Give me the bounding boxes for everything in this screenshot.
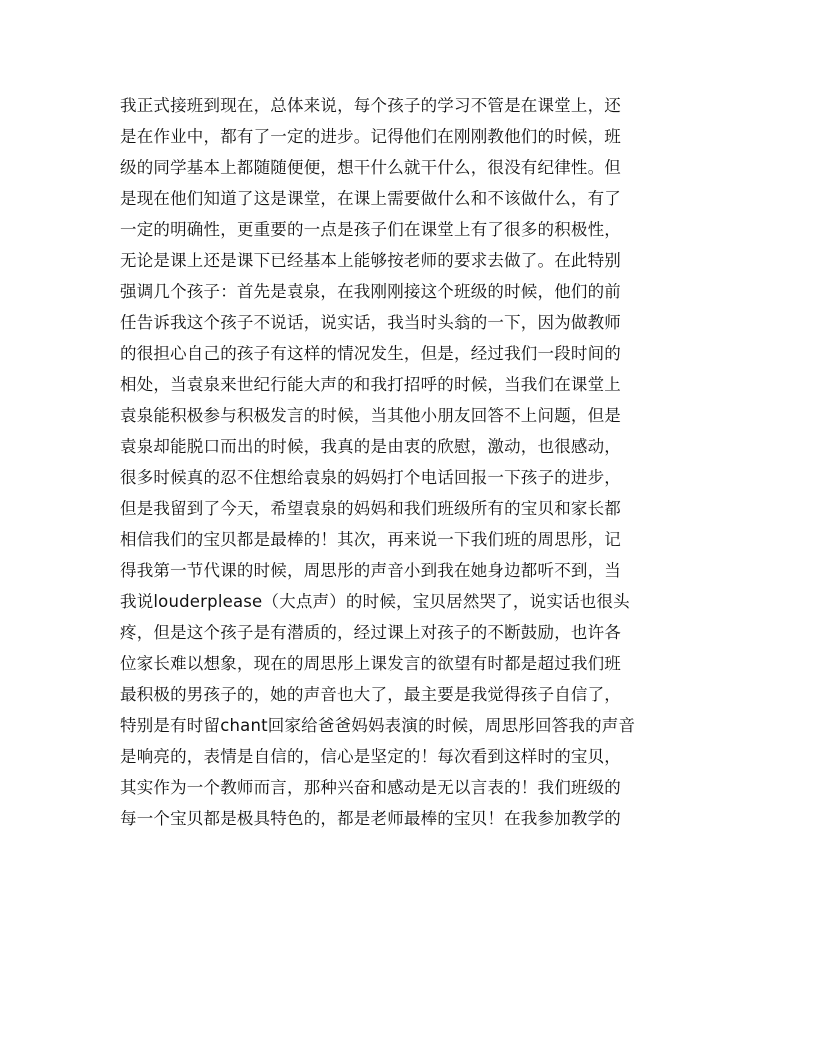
text-line: 是响亮的，表情是自信的，信心是坚定的！每次看到这样时的宝贝， xyxy=(120,747,621,766)
text-line: 的很担心自己的孩子有这样的情况发生，但是，经过我们一段时间的 xyxy=(120,344,621,363)
text-line: 袁泉却能脱口而出的时候，我真的是由衷的欣慰，激动，也很感动， xyxy=(120,437,621,456)
text-line: 任告诉我这个孩子不说话，说实话，我当时头翁的一下，因为做教师 xyxy=(120,313,621,332)
text-line: 相信我们的宝贝都是最棒的！其次，再来说一下我们班的周思彤，记 xyxy=(120,530,621,549)
body-paragraph xyxy=(120,90,700,834)
text-line: 强调几个孩子：首先是袁泉，在我刚刚接这个班级的时候，他们的前 xyxy=(120,282,621,301)
text-line: 袁泉能积极参与积极发言的时候，当其他小朋友回答不上问题，但是 xyxy=(120,406,621,425)
text-line: 位家长难以想象，现在的周思彤上课发言的欲望有时都是超过我们班 xyxy=(120,654,621,673)
text-line: 级的同学基本上都随随便便，想干什么就干什么，很没有纪律性。但 xyxy=(120,158,621,177)
text-line: 疼，但是这个孩子是有潜质的，经过课上对孩子的不断鼓励，也许各 xyxy=(120,623,621,642)
text-line: 我正式接班到现在，总体来说，每个孩子的学习不管是在课堂上，还 xyxy=(120,96,621,115)
text-line: 相处，当袁泉来世纪行能大声的和我打招呼的时候，当我们在课堂上 xyxy=(120,375,621,394)
text-line: 是在作业中，都有了一定的进步。记得他们在刚刚教他们的时候，班 xyxy=(120,127,621,146)
text-line: 无论是课上还是课下已经基本上能够按老师的要求去做了。在此特别 xyxy=(120,251,621,270)
text-line: 一定的明确性，更重要的一点是孩子们在课堂上有了很多的积极性， xyxy=(120,220,621,239)
text-line: 最积极的男孩子的，她的声音也大了，最主要是我觉得孩子自信了， xyxy=(120,685,621,704)
text-line: 但是我留到了今天，希望袁泉的妈妈和我们班级所有的宝贝和家长都 xyxy=(120,499,621,518)
text-line: 每一个宝贝都是极具特色的，都是老师最棒的宝贝！在我参加教学的 xyxy=(120,809,621,828)
text-line: 是现在他们知道了这是课堂，在课上需要做什么和不该做什么，有了 xyxy=(120,189,621,208)
text-line: 特别是有时留chant回家给爸爸妈妈表演的时候，周思彤回答我的声音 xyxy=(120,716,636,735)
text-line: 很多时候真的忍不住想给袁泉的妈妈打个电话回报一下孩子的进步， xyxy=(120,468,621,487)
text-line: 其实作为一个教师而言，那种兴奋和感动是无以言表的！我们班级的 xyxy=(120,778,621,797)
text-line: 我说louderplease（大点声）的时候，宝贝居然哭了，说实话也很头 xyxy=(120,592,630,611)
text-line: 得我第一节代课的时候，周思彤的声音小到我在她身边都听不到，当 xyxy=(120,561,621,580)
